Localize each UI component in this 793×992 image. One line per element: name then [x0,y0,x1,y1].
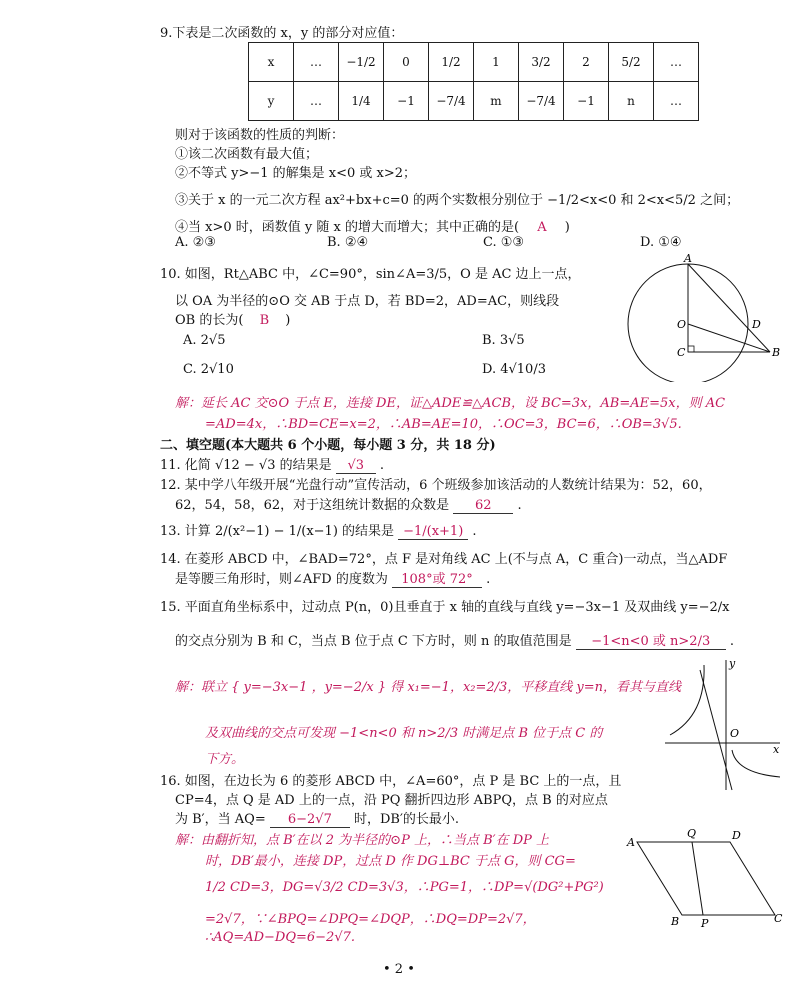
q9-option-d: D. ①④ [640,235,682,250]
q9-option-a: A. ②③ [175,235,216,250]
label-x: x [773,743,780,756]
rhombus-abcd [637,842,775,915]
right-angle-mark [688,346,694,352]
q13-text: 13. 计算 2/(x²−1) − 1/(x−1) 的结果是 [160,524,395,539]
q16-solution-2: 时，DB′最小，连接 DP，过点 D 作 DG⊥BC 于点 G，则 CG= [205,854,576,869]
table-cell: … [654,82,699,121]
table-cell: n [609,82,654,121]
label-b: B [772,346,781,359]
q12-answer: 62 [453,498,513,514]
q16-line-3 [175,808,459,828]
q16-solution-5: ∴AQ=AD−DQ=6−2√7. [205,930,356,945]
q16-line-2: CP=4，点 Q 是 AD 上的一点，沿 PQ 翻折四边形 ABPQ，点 B 的对应点 [175,793,608,808]
q15-solution-1: 解：联立 { y=−3x−1 ，y=−2/x } 得 x₁=−1，x₂=2/3，平移直线 y=n，看其与直线 [175,680,682,695]
q11 [160,454,384,474]
q12-l2-text: 62，54，58，62，对于这组统计数据的众数是 [175,498,450,513]
table-cell: 1/2 [429,43,474,82]
table-cell: … [654,43,699,82]
q10-option-a: A. 2√5 [183,333,226,348]
table-cell: 1/4 [339,82,384,121]
q15-l2-text: 的交点分别为 B 和 C，当点 B 位于点 C 下方时，则 n 的取值范围是 [175,634,572,649]
value-table [248,42,699,121]
q13 [160,520,476,540]
q10-figure [620,252,790,382]
q12-line-2 [175,494,522,514]
q14-l2-text: 是等腰三角形时，则∠AFD 的度数为 [175,572,388,587]
hyperbola-branch-left [670,665,704,735]
segment-pq [692,842,703,915]
q9-option-b: B. ②④ [327,235,369,250]
table-cell: 2 [564,43,609,82]
q13-end: . [472,524,477,539]
q9-s4-text: ④当 x>0 时，函数值 y 随 x 的增大而增大；其中正确的是( [175,220,520,235]
table-cell: … [294,82,339,121]
table-cell: −1/2 [339,43,384,82]
q9-statement-2: ②不等式 y>−1 的解集是 x<0 或 x>2； [175,166,417,181]
q12-end: . [517,498,522,513]
q9-lead: 则对于该函数的性质的判断： [175,128,345,143]
q15-line-2 [175,630,734,650]
table-cell: y [249,82,294,121]
q13-answer: −1/(x+1) [398,524,468,540]
label-p: P [701,917,709,930]
label-o: O [730,727,740,740]
q15-answer: −1<n<0 或 n>2/3 [576,630,726,650]
section-title: 二、填空题(本大题共 6 个小题，每小题 3 分，共 18 分) [160,438,496,453]
q10-option-d: D. 4√10/3 [482,362,546,377]
q9-stem: 9.下表是二次函数的 x，y 的部分对应值： [160,26,404,41]
q15-line-1: 15. 平面直角坐标系中，过动点 P(n，0)且垂直于 x 轴的直线与直线 y=−3x−1 及双曲线 y=−2/x [160,600,730,615]
label-y: y [729,657,736,670]
q9-statement-1: ①该二次函数有最大值； [175,147,319,162]
q10-line-1: 10. 如图，Rt△ABC 中，∠C=90°，sin∠A=3/5，O 是 AC 边上一点， [160,267,581,282]
q14-answer: 108°或 72° [392,568,482,588]
q11-answer: √3 [336,458,376,474]
label-c: C [774,912,783,925]
q9-close: ) [564,220,570,235]
table-cell: x [249,43,294,82]
q14-line-1: 14. 在菱形 ABCD 中，∠BAD=72°，点 F 是对角线 AC 上(不与点 A，C 重合)一动点，当△ADF [160,552,728,567]
label-a: A [684,252,692,265]
q16-l3-text-a: 为 B′，当 AQ= [175,812,266,827]
q9-option-c: C. ①③ [483,235,525,250]
label-b: B [671,915,680,928]
page-number: • 2 • [383,962,415,977]
table-cell: 3/2 [519,43,564,82]
label-a: A [627,836,635,849]
q14-line-2 [175,568,490,588]
q10-line-3 [175,309,290,328]
q10-option-c: C. 2√10 [183,362,234,377]
label-d: D [752,318,761,331]
q16-answer: 6−2√7 [270,812,350,828]
q16-solution-4: =2√7，∵∠BPQ=∠DPQ=∠DQP，∴DQ=DP=2√7， [205,912,536,927]
q10-solution-2: =AD=4x，∴BD=CE=x=2，∴AB=AE=10，∴OC=3，BC=6，∴OB=3√5. [205,417,682,432]
label-c: C [677,346,686,359]
q9-statement-4 [175,216,570,235]
table-cell: −7/4 [519,82,564,121]
table-cell: −1 [564,82,609,121]
q10-close: ) [285,313,291,328]
q9-statement-3: ③关于 x 的一元二次方程 ax²+bx+c=0 的两个实数根分别位于 −1/2<x<0 和 2<x<5/2 之间； [175,193,740,208]
table-cell: … [294,43,339,82]
line-y-neg3x-1 [700,670,732,790]
label-o: O [677,318,687,331]
q16-l3-text-b: 时，DB′的长最小. [354,812,460,827]
q10-option-b: B. 3√5 [482,333,525,348]
label-d: D [732,829,741,842]
table-cell: 1 [474,43,519,82]
q16-solution-3: 1/2 CD=3，DG=√3/2 CD=3√3，∴PG=1，∴DP=√(DG²+PG²) [205,880,604,895]
table-cell: −7/4 [429,82,474,121]
q14-end: . [486,572,491,587]
q16-figure [625,825,785,935]
table-cell: m [474,82,519,121]
table-cell: 5/2 [609,43,654,82]
q10-solution-1: 解：延长 AC 交⊙O 于点 E，连接 DE，证△ADE≌△ACB，设 BC=3x，AB=AE=5x，则 AC [175,396,726,411]
q15-figure [660,655,785,795]
q15-solution-3: 下方。 [205,752,245,767]
table-cell: −1 [384,82,429,121]
q15-end: . [729,634,734,649]
q10-l3-text: OB 的长为( [175,313,244,328]
q11-text: 11. 化简 √12 − √3 的结果是 [160,458,332,473]
segment-ab [688,264,770,352]
table-row-x [249,43,699,82]
q15-solution-2: 及双曲线的交点可发现 −1<n<0 和 n>2/3 时满足点 B 位于点 C 的 [205,726,603,741]
q11-end: . [379,458,385,473]
q10-answer: B [259,313,270,328]
table-cell: 0 [384,43,429,82]
q9-answer: A [537,220,547,235]
q16-solution-1: 解：由翻折知，点 B′在以 2 为半径的⊙P 上，∴当点 B′在 DP 上 [175,833,550,848]
q16-line-1: 16. 如图，在边长为 6 的菱形 ABCD 中，∠A=60°，点 P 是 BC 上的一点，且 [160,774,622,789]
table-row-y [249,82,699,121]
q10-line-2: 以 OA 为半径的⊙O 交 AB 于点 D，若 BD=2，AD=AC，则线段 [175,294,560,309]
label-q: Q [687,827,697,840]
q12-line-1: 12. 某中学八年级开展“光盘行动”宣传活动，6 个班级参加该活动的人数统计结果为：52，60， [160,478,712,493]
